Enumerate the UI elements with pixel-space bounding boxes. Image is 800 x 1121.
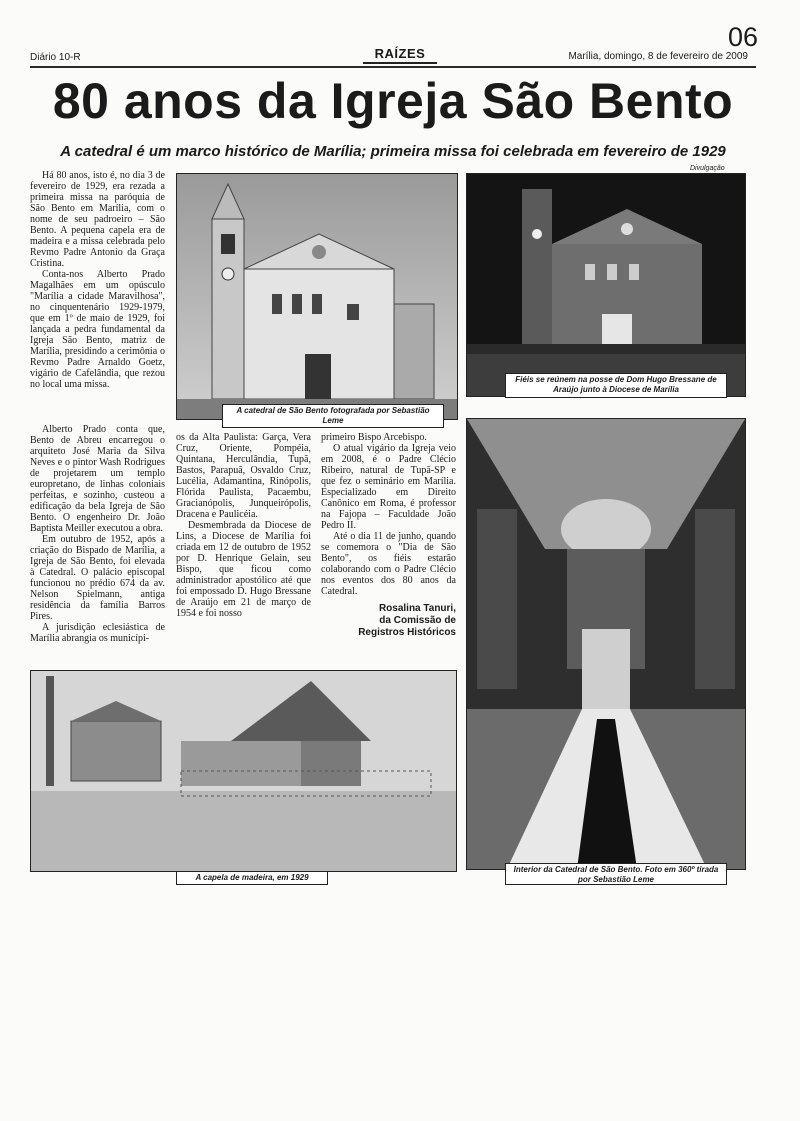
dateline: Marília, domingo, 8 de fevereiro de 2009: [568, 51, 748, 62]
paragraph: primeiro Bispo Arcebispo.: [321, 432, 427, 443]
author-line-3: Registros Históricos: [358, 627, 456, 638]
paragraph: Desmembrada da Diocese de Lins, a Diocese de Marília foi criada em 12 de outubro de 1952 por D. Henrique Gelain, seu Bispo, que ficou como administrador apostólico até que foi empossado D. Hugo Bressane de Araújo em 21 de março de 1954 e foi nosso: [176, 520, 311, 619]
paragraph: Em outubro de 1952, após a criação do Bispado de Marília, a Igreja de São Bento, foi elevada à Catedral. O palácio episcopal funcionou no prédio 674 da av. Nelson Spielmann, antiga residência da família Barros Pires.: [30, 534, 165, 622]
header-rule: [30, 66, 756, 68]
article-column-2: [176, 432, 311, 619]
subheadline: A catedral é um marco histórico de Marília; primeira missa foi celebrada em fevereiro de 1929: [60, 143, 726, 160]
night-ceremony-photo: [466, 173, 746, 397]
chapel-image: [31, 671, 456, 871]
article-column-3: [321, 432, 456, 639]
interior-photo: [466, 418, 746, 870]
caption-cathedral-old: A catedral de São Bento fotografada por Sebastião Leme: [222, 404, 444, 428]
caption-chapel: A capela de madeira, em 1929: [176, 871, 328, 885]
cathedral-old-image: [177, 174, 457, 419]
paragraph: A jurisdição eclesiástica de Marília abrangia os municípi-: [30, 622, 165, 644]
paragraph: Alberto Prado conta que, Bento de Abreu encarregou o arquiteto José Maria da Silva Neves e o pintor Wash Rodrigues de projetarem um templo europretano, de linhas coloniais perfeitas, e sozinho, custeou a edificação da bela Igreja de São Bento. O engenheiro Dr. João Baptista Meiller executou a obra.: [30, 424, 165, 534]
paragraph: Há 80 anos, isto é, no dia 3 de fevereiro de 1929, era rezada a primeira missa na paróquia de São Bento em Marília, com o nome de seu padroeiro – São Bento. A pequena capela era de madeira e a missa celebrada pelo Revmo Padre Antonio da Graça Cristina.: [30, 170, 165, 269]
night-ceremony-image: [467, 174, 745, 396]
page-number: 06: [727, 22, 758, 52]
caption-night-ceremony: Fiéis se reúnem na posse de Dom Hugo Bressane de Araújo junto à Diocese de Marília: [505, 373, 727, 398]
interior-image: [467, 419, 745, 869]
section-underline: [363, 62, 437, 64]
section-label: [363, 46, 437, 64]
photo-credit: Divulgação: [690, 165, 725, 172]
author-name: Rosalina Tanuri,: [378, 603, 456, 614]
section-name: RAÍZES: [374, 46, 426, 61]
cathedral-old-photo: [176, 173, 458, 420]
article-column-1-top: [30, 170, 165, 390]
paragraph: Conta-nos Alberto Prado Magalhães em um opúsculo "Marília a cidade Maravilhosa", no cinquentenário 1929-1979, que em 1º de maio de 1929, foi lançada a pedra fundamental da Igreja São Bento, matriz de Marília, presidindo a cerimônia o Revmo Padre Arnaldo Goetz, vigário de Cafelândia, que rezou no local uma missa.: [30, 269, 165, 390]
author-signature: [321, 603, 456, 639]
chapel-photo: [30, 670, 457, 872]
article-column-1-bottom: [30, 424, 165, 644]
paragraph: O atual vigário da Igreja veio em 2008, é o Padre Clécio Ribeiro, natural de Tupã-SP e que fez o seminário em Marília. Especializado em Direito Canônico em Roma, é professor na Fajopa – Faculdade João Pedro II.: [321, 443, 456, 531]
headline: 80 anos da Igreja São Bento: [52, 73, 734, 129]
author-line-2: da Comissão de: [379, 615, 456, 626]
caption-interior: Interior da Catedral de São Bento. Foto em 360º tirada por Sebastião Leme: [505, 863, 727, 885]
newspaper-edition: Diário 10-R: [30, 52, 81, 63]
paragraph: os da Alta Paulista: Garça, Vera Cruz, Oriente, Pompéia, Quintana, Herculândia, Tupã, Bastos, Parapuã, Osvaldo Cruz, Lucélia, Adamantina, Rinópolis, Flórida Paulista, Pacaembu, Gracianópolis, Junqueirópolis, Dracena e Paulicéia.: [176, 432, 311, 520]
paragraph: Até o dia 11 de junho, quando se comemora o "Dia de São Bento", os fiéis estarão colaborando com o Padre Clécio nos eventos dos 80 anos da Catedral.: [321, 531, 456, 597]
